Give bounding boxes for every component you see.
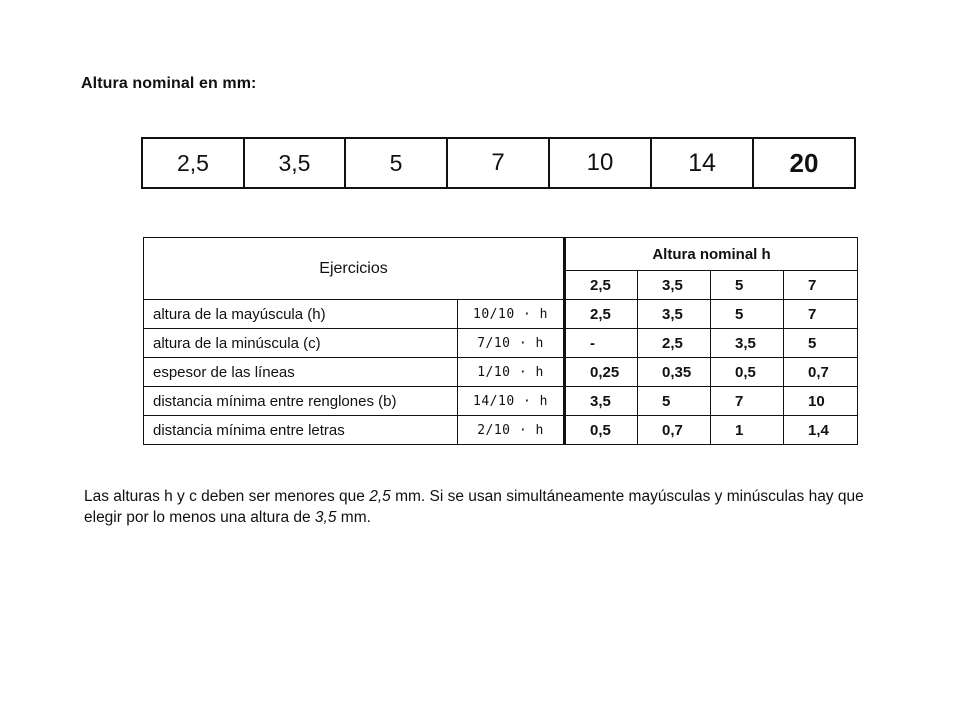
nominal-height-cell: 2,5 — [143, 139, 245, 187]
value-cell: 2,5 — [638, 329, 711, 358]
row-label: espesor de las líneas — [144, 358, 458, 387]
value-cell: - — [565, 329, 638, 358]
table-row — [144, 387, 858, 416]
lettering-table — [143, 237, 858, 445]
nominal-height-cell: 14 — [652, 139, 754, 187]
row-formula: 10/10 · h — [458, 300, 565, 329]
value-cell: 0,35 — [638, 358, 711, 387]
value-cell: 0,7 — [784, 358, 858, 387]
row-formula: 1/10 · h — [458, 358, 565, 387]
h-value-cell: 5 — [711, 271, 784, 300]
footnote-emphasis: 2,5 — [369, 488, 391, 505]
row-label: distancia mínima entre renglones (b) — [144, 387, 458, 416]
h-value-cell: 7 — [784, 271, 858, 300]
value-cell: 3,5 — [565, 387, 638, 416]
footnote-text: mm. Si se usan simultáneamente mayúsculas y minúsculas hay que elegir por lo menos una altura de — [84, 488, 864, 526]
value-cell: 1 — [711, 416, 784, 445]
nominal-height-cell: 5 — [346, 139, 448, 187]
footnote-text: Las alturas h y c deben ser menores que — [84, 488, 370, 505]
value-cell: 3,5 — [711, 329, 784, 358]
row-formula: 7/10 · h — [458, 329, 565, 358]
row-formula: 14/10 · h — [458, 387, 565, 416]
value-cell: 5 — [711, 300, 784, 329]
value-cell: 10 — [784, 387, 858, 416]
footnote-text: mm. — [336, 509, 371, 526]
value-cell: 5 — [638, 387, 711, 416]
footnote-emphasis: 3,5 — [314, 509, 337, 526]
header-nominal-height: Altura nominal h — [565, 238, 858, 271]
h-value-cell: 2,5 — [565, 271, 638, 300]
row-formula: 2/10 · h — [458, 416, 565, 445]
row-label: distancia mínima entre letras — [144, 416, 458, 445]
footnote — [84, 486, 874, 528]
row-label: altura de la minúscula (c) — [144, 329, 458, 358]
h-value-cell: 3,5 — [638, 271, 711, 300]
table-row — [144, 358, 858, 387]
nominal-height-cell: 10 — [550, 139, 652, 187]
value-cell: 0,7 — [638, 416, 711, 445]
value-cell: 7 — [711, 387, 784, 416]
value-cell: 7 — [784, 300, 858, 329]
table-row — [144, 416, 858, 445]
nominal-height-cell: 7 — [448, 139, 550, 187]
nominal-height-cell: 20 — [789, 147, 819, 178]
table-row — [144, 329, 858, 358]
header-exercises: Ejercicios — [144, 238, 565, 300]
page-heading: Altura nominal en mm: — [81, 75, 257, 92]
nominal-heights-strip — [141, 137, 856, 189]
value-cell: 3,5 — [638, 300, 711, 329]
value-cell: 0,5 — [711, 358, 784, 387]
nominal-height-cell: 3,5 — [245, 139, 346, 187]
value-cell: 1,4 — [784, 416, 858, 445]
value-cell: 2,5 — [565, 300, 638, 329]
table-row — [144, 300, 858, 329]
value-cell: 5 — [784, 329, 858, 358]
value-cell: 0,5 — [565, 416, 638, 445]
row-label: altura de la mayúscula (h) — [144, 300, 458, 329]
value-cell: 0,25 — [565, 358, 638, 387]
